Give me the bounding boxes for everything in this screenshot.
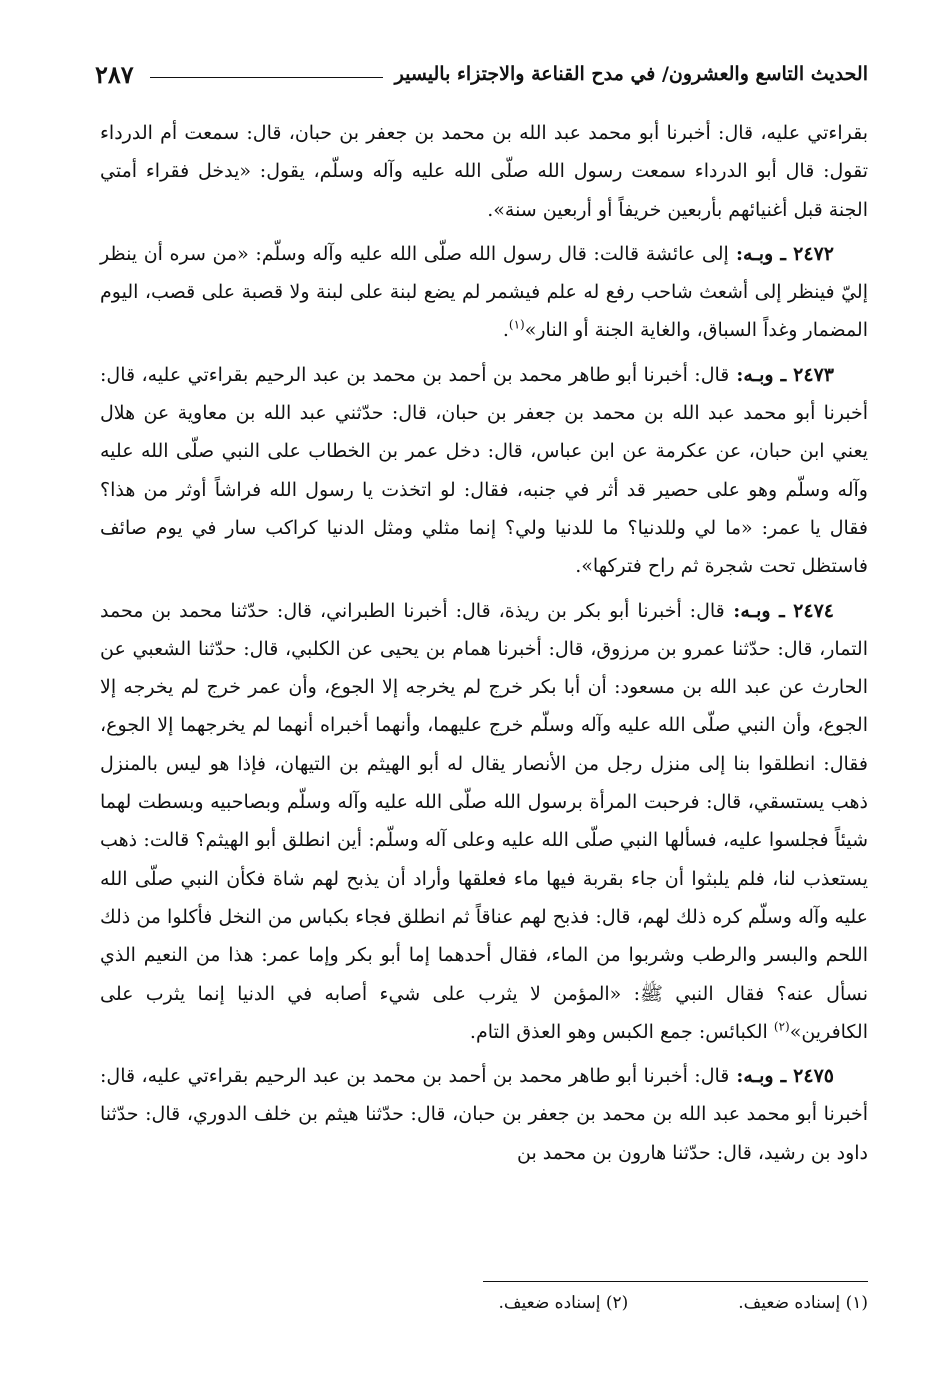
footnote-1: (١) إسناده ضعيف.	[738, 1293, 868, 1313]
hadith-number: ٢٤٧٢	[793, 242, 834, 265]
chain-marker: ـ وبـه:	[729, 1065, 794, 1088]
hadith-number: ٢٤٧٣	[793, 363, 834, 386]
header-rule	[150, 77, 383, 78]
footnote-ref: (١)	[508, 318, 525, 333]
chain-marker: ـ وبـه:	[724, 599, 794, 622]
page-number: ٢٨٧	[95, 59, 134, 89]
paragraph-text: قال: أخبرنا أبو طاهر محمد بن أحمد بن محمد بن عبد الرحيم بقراءتي عليه، قال: أخبرنا أبو محمد عبد الله بن محمد بن جعفر بن حبان، قال: حدّثنا هيثم بن خلف الدوري، قال: حدّثنا داود بن رشيد، قال: حدّثنا هارون بن محمد بن	[100, 1065, 868, 1164]
paragraph-tail: الكبائس: جمع الكبس وهو العذق التام.	[469, 1020, 774, 1043]
paragraph-text: بقراءتي عليه، قال: أخبرنا أبو محمد عبد الله بن محمد بن جعفر بن حبان، قال: سمعت أم الدرداء تقول: قال أبو الدرداء سمعت رسول الله صلّى الله عليه وآله وسلّم، يقول: «يدخل فقراء أمتي الجنة قبل أغنيائهم بأربعين خريفاً أو أربعين سنة».	[100, 122, 868, 221]
paragraph-text: قال: أخبرنا أبو طاهر محمد بن أحمد بن محمد بن عبد الرحيم بقراءتي عليه، قال: أخبرنا أبو محمد عبد الله بن محمد بن جعفر بن حبان، قال: حدّثني عبد الله بن معاوية عن هلال يعني ابن حبان، عن عكرمة عن ابن عباس، قال: دخل عمر بن الخطاب على النبي صلّى الله عليه وآله وسلّم وهو على حصير قد أثر في جنبه، فقال: لو اتخذت يا رسول الله فراشاً أوثر من هذا؟ فقال يا عمر: «ما لي وللدنيا؟ ما للدنيا ولي؟ إنما مثلي ومثل الدنيا كراكب سار في يوم صائف فاستظل تحت شجرة ثم راح فتركها».	[100, 363, 868, 578]
paragraph	[100, 356, 868, 586]
paragraph	[100, 592, 868, 1052]
running-header	[95, 56, 868, 92]
paragraph	[100, 1057, 868, 1172]
footnote-divider	[483, 1281, 868, 1282]
chapter-title: الحديث التاسع والعشرون/ في مدح القناعة والاجتزاء باليسير	[394, 63, 868, 85]
hadith-number: ٢٤٧٤	[793, 599, 834, 622]
paragraph-text: قال: أخبرنا أبو بكر بن ريذة، قال: أخبرنا الطبراني، قال: حدّثنا محمد بن محمد التمار، قال: حدّثنا عمرو بن مرزوق، قال: أخبرنا همام بن يحيى عن الكلبي، قال: حدّثنا الشعبي عن الحارث عن عبد الله بن مسعود: أن أبا بكر خرج لم يخرجه إلا الجوع، وأن عمر خرج لم يخرجه إلا الجوع، وأن النبي صلّى الله عليه وآله وسلّم خرج عليهما، وأنهما أخبراه أنهما لم يخرجهما إلا الجوع، فقال: انطلقوا بنا إلى منزل رجل من الأنصار يقال له أبو الهيثم بن التيهان، فإذا هو ليس بالمنزل ذهب يستسقي، قال: فرحبت المرأة برسول الله صلّى الله عليه وآله وسلّم وبصاحبيه وبسطت لهما شيئاً فجلسوا عليه، فسألها النبي صلّى الله عليه وعلى آله وسلّم: أين انطلق أبو الهيثم؟ قالت: ذهب يستعذب لنا، فلم يلبثوا أن جاء بقربة فيها ماء فعلقها وأراد أن يذبح لهم شاة فكأن النبي صلّى الله عليه وآله وسلّم كره ذلك لهم، قال: فذبح لهم عناقاً ثم انطلق فجاء بكباس من النخل فأكلوا من ذلك اللحم والبسر والرطب وشربوا من الماء، فقال أحدهما إما أبو بكر وإما عمر: هذا من النعيم الذي نسأل عنه؟ فقال النبي ﷺ: «المؤمن لا يثرب على شيء أصابه في الدنيا إنما يثرب على الكافرين»	[100, 599, 868, 1043]
footnotes	[100, 1293, 868, 1323]
paragraph: ٢٤٧٢ ـ وبـه: إلى عائشة قالت: قال رسول الله صلّى الله عليه وآله وسلّم: «من سره أن ينظر إليّ فينظر إلى أشعث شاحب رفع له علم فيشمر لم يضع لبنة على لبنة ولا قصبة على قصب، اليوم المضمار وغداً السباق، والغاية الجنة أو النار»$^{(١)}$.	[100, 242, 868, 342]
paragraph	[100, 114, 868, 229]
main-text	[100, 114, 868, 1178]
chain-marker: ـ وبـه:	[729, 363, 794, 386]
footnote-2: (٢) إسناده ضعيف.	[498, 1293, 629, 1313]
chain-marker: ـ وبـه:	[728, 242, 794, 265]
paragraph-text: إلى عائشة قالت: قال رسول الله صلّى الله عليه وآله وسلّم: «من سره أن ينظر إليّ فينظر إلى أشعث شاحب رفع له علم فيشمر لم يضع لبنة على لبنة ولا قصبة على قصب، اليوم المضمار وغداً السباق، والغاية الجنة أو النار»	[100, 242, 868, 342]
hadith-number: ٢٤٧٥	[793, 1065, 834, 1088]
footnote-ref: (٢)	[773, 1019, 790, 1034]
